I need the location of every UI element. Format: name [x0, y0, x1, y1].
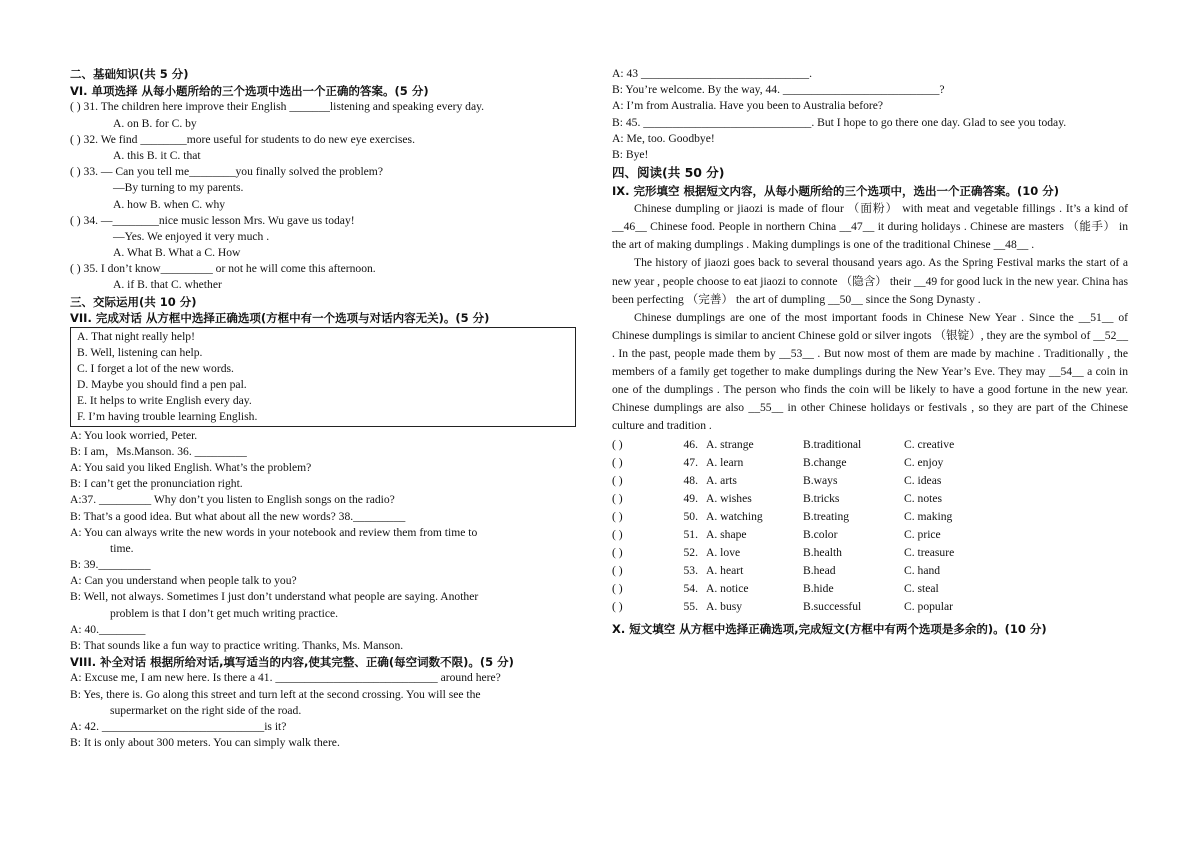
dialogue-line: B: 39._________ [70, 558, 151, 572]
box-option-a: A. That night really help! [77, 330, 195, 343]
question-33-options: A. how B. when C. why [113, 197, 226, 211]
option-a: A. watching [706, 510, 763, 524]
dialogue-line: problem is that I don’t get much writing practice. [110, 606, 339, 620]
section3-title: 三、交际运用(共 10 分) [70, 294, 197, 309]
box-option-e: E. It helps to write English every day. [77, 394, 252, 408]
answer-bracket: ( ) [612, 492, 623, 506]
left-column [70, 66, 588, 751]
question-number: 55. [683, 600, 698, 614]
option-row-54 [612, 580, 1128, 598]
dialogue-line: A: Can you understand when people talk to you? [70, 574, 297, 588]
answer-bracket: ( ) [612, 582, 623, 596]
option-row-55 [612, 598, 1128, 616]
question-34-options: A. What B. What a C. How [113, 246, 241, 260]
question-31-options: A. on B. for C. by [113, 116, 197, 130]
cloze-paragraph-3: Chinese dumplings are one of the most important foods in Chinese New Year . Since the __51__ of Chinese dumplings is similar to ancient Chinese gold or silver ingots （银锭）, they are the symbol of __52__ . In the past, people made them by __53__ . But now most of them are made by machine . Traditionally , the members of a family get together to make dumplings during the New Year’s Eve. They may __54__ a coin in one of the dumplings . The person who finds the coin will be likely to have a good fortune in the new year. Chinese dumplings are also __55__ in other Chinese holidays or festivals , so they are part of the Chinese culture and tradition . [612, 310, 1128, 433]
viii-line: B: It is only about 300 meters. You can simply walk there. [70, 736, 340, 750]
answer-bracket: ( ) [612, 510, 623, 524]
question-31: ( ) 31. The children here improve their English _______listening and speaking every day. [70, 100, 485, 114]
question-32-options: A. this B. it C. that [113, 148, 201, 162]
cloze-paragraph-2: The history of jiaozi goes back to several thousand years ago. As the Spring Festival marks the start of a new year , people choose to eat jiaozi to connote （隐含） their __49 for good luck in the new year. China has been perfecting （完善） the art of dumpling __50__ since the Song Dynasty . [612, 256, 1128, 306]
dialogue-line: B: Bye! [612, 147, 649, 161]
option-a: A. busy [706, 600, 743, 614]
question-number: 51. [683, 528, 698, 542]
section4-title: 四、阅读(共 50 分) [612, 165, 725, 181]
cloze-options [612, 436, 1128, 616]
box-option-f: F. I’m having trouble learning English. [77, 410, 258, 424]
question-33-line2: —By turning to my parents. [113, 181, 244, 195]
option-a: A. wishes [706, 492, 752, 506]
box-option-c: C. I forget a lot of the new words. [77, 362, 234, 376]
vii-title: VII. 完成对话 从方框中选择正确选项(方框中有一个选项与对话内容无关)。(5 分) [70, 310, 490, 325]
option-a: A. strange [706, 438, 754, 452]
question-number: 48. [683, 474, 698, 488]
question-number: 46. [683, 438, 698, 452]
dialogue-line: A: You said you liked English. What’s the problem? [70, 460, 312, 474]
options-box [70, 327, 576, 427]
option-b: B.color [803, 528, 838, 542]
cloze-paragraph-1: Chinese dumpling or jiaozi is made of flour （面粉） with meat and vegetable fillings . It’s a kind of __46__ Chinese food. People in northern China __47__ it during holidays . Chinese are masters （能手） in the art of making dumplings . Making dumplings is one of the traditional Chinese __48__ . [612, 202, 1128, 252]
dialogue-line: B: I am，Ms.Manson. 36. _________ [70, 444, 247, 458]
option-b: B.tricks [803, 492, 840, 506]
dialogue-line: A: 40.________ [70, 622, 146, 636]
dialogue-line: B: That sounds like a fun way to practice writing. Thanks, Ms. Manson. [70, 639, 404, 652]
dialogue-line: B: I can’t get the pronunciation right. [70, 477, 243, 491]
question-number: 50. [683, 510, 698, 524]
question-number: 52. [683, 546, 698, 560]
option-b: B.health [803, 546, 842, 560]
answer-bracket: ( ) [612, 528, 623, 542]
option-c: C. treasure [904, 546, 955, 560]
dialogue-line: A: Me, too. Goodbye! [612, 131, 715, 145]
question-number: 49. [683, 492, 698, 506]
answer-bracket: ( ) [612, 546, 623, 560]
option-c: C. notes [904, 492, 943, 506]
box-option-d: D. Maybe you should find a pen pal. [77, 378, 247, 392]
right-column [612, 66, 1128, 638]
option-a: A. notice [706, 582, 749, 596]
option-row-51 [612, 526, 1128, 544]
x-title: X. 短文填空 从方框中选择正确选项,完成短文(方框中有两个选项是多余的)。(10 分) [612, 622, 1047, 637]
dialogue-line: A: You can always write the new words in your notebook and review them from time to [70, 525, 478, 539]
option-c: C. hand [904, 564, 941, 578]
dialogue-line: B: You’re welcome. By the way, 44. ___________________________? [612, 83, 945, 97]
vi-title: VI. 单项选择 从每小题所给的三个选项中选出一个正确的答案。(5 分) [70, 84, 429, 99]
dialogue-line: A: I’m from Australia. Have you been to Australia before? [612, 99, 884, 113]
question-number: 54. [683, 582, 698, 596]
viii-line: supermarket on the right side of the road. [110, 703, 302, 717]
answer-bracket: ( ) [612, 438, 623, 452]
answer-bracket: ( ) [612, 474, 623, 488]
option-a: A. arts [706, 474, 737, 488]
option-a: A. love [706, 546, 741, 560]
viii-line: A: Excuse me, I am new here. Is there a 41. ____________________________ around here? [70, 671, 501, 685]
option-c: C. creative [904, 438, 955, 452]
option-a: A. learn [706, 456, 744, 470]
option-row-52 [612, 544, 1128, 562]
question-32: ( ) 32. We find ________more useful for students to do new eye exercises. [70, 132, 415, 146]
option-b: B.change [803, 456, 847, 470]
option-b: B.ways [803, 474, 838, 488]
dialogue-line: A:37. _________ Why don’t you listen to English songs on the radio? [70, 493, 395, 507]
ix-title: IX. 完形填空 根据短文内容，从每小题所给的三个选项中，选出一个正确答案。(10 分) [612, 184, 1060, 199]
dialogue-line: B: Well, not always. Sometimes I just don’t understand what people are saying. Another [70, 590, 479, 604]
option-row-53 [612, 562, 1128, 580]
question-35-options: A. if B. that C. whether [113, 278, 222, 292]
option-c: C. enjoy [904, 456, 944, 470]
viii-line: A: 42. ____________________________is it? [70, 719, 287, 733]
option-b: B.hide [803, 582, 834, 596]
option-row-49 [612, 490, 1128, 508]
option-c: C. ideas [904, 474, 942, 488]
option-a: A. shape [706, 528, 747, 542]
answer-bracket: ( ) [612, 564, 623, 578]
option-b: B.head [803, 564, 836, 578]
option-c: C. price [904, 528, 941, 542]
section2-title: 二、基础知识(共 5 分) [70, 67, 189, 81]
dialogue-line: A: You look worried, Peter. [70, 428, 198, 442]
option-a: A. heart [706, 564, 744, 578]
viii-title: VIII. 补全对话 根据所给对话,填写适当的内容,使其完整、正确(每空词数不限)。(5 分) [70, 655, 514, 670]
dialogue-line: time. [110, 541, 134, 555]
option-b: B.successful [803, 600, 862, 614]
question-33: ( ) 33. — Can you tell me________you finally solved the problem? [70, 165, 383, 179]
option-b: B.treating [803, 510, 850, 524]
option-row-50 [612, 508, 1128, 526]
option-b: B.traditional [803, 438, 862, 452]
question-34: ( ) 34. —________nice music lesson Mrs. Wu gave us today! [70, 213, 355, 227]
question-number: 53. [683, 564, 698, 578]
dialogue-line: B: 45. _____________________________. But I hope to go there one day. Glad to see you today. [612, 115, 1067, 129]
option-c: C. popular [904, 600, 953, 614]
answer-bracket: ( ) [612, 600, 623, 614]
dialogue-line: A: 43 _____________________________. [612, 67, 812, 80]
option-row-48 [612, 472, 1128, 490]
box-option-b: B. Well, listening can help. [77, 346, 203, 360]
question-number: 47. [683, 456, 698, 470]
option-row-47 [612, 454, 1128, 472]
option-c: C. making [904, 510, 953, 524]
option-row-46 [612, 436, 1128, 454]
answer-bracket: ( ) [612, 456, 623, 470]
question-35: ( ) 35. I don’t know_________ or not he will come this afternoon. [70, 262, 376, 276]
dialogue-line: B: That’s a good idea. But what about all the new words? 38._________ [70, 509, 406, 523]
viii-line: B: Yes, there is. Go along this street and turn left at the second crossing. You will see the [70, 687, 481, 701]
option-c: C. steal [904, 582, 939, 596]
question-34-line2: —Yes. We enjoyed it very much . [113, 229, 270, 243]
